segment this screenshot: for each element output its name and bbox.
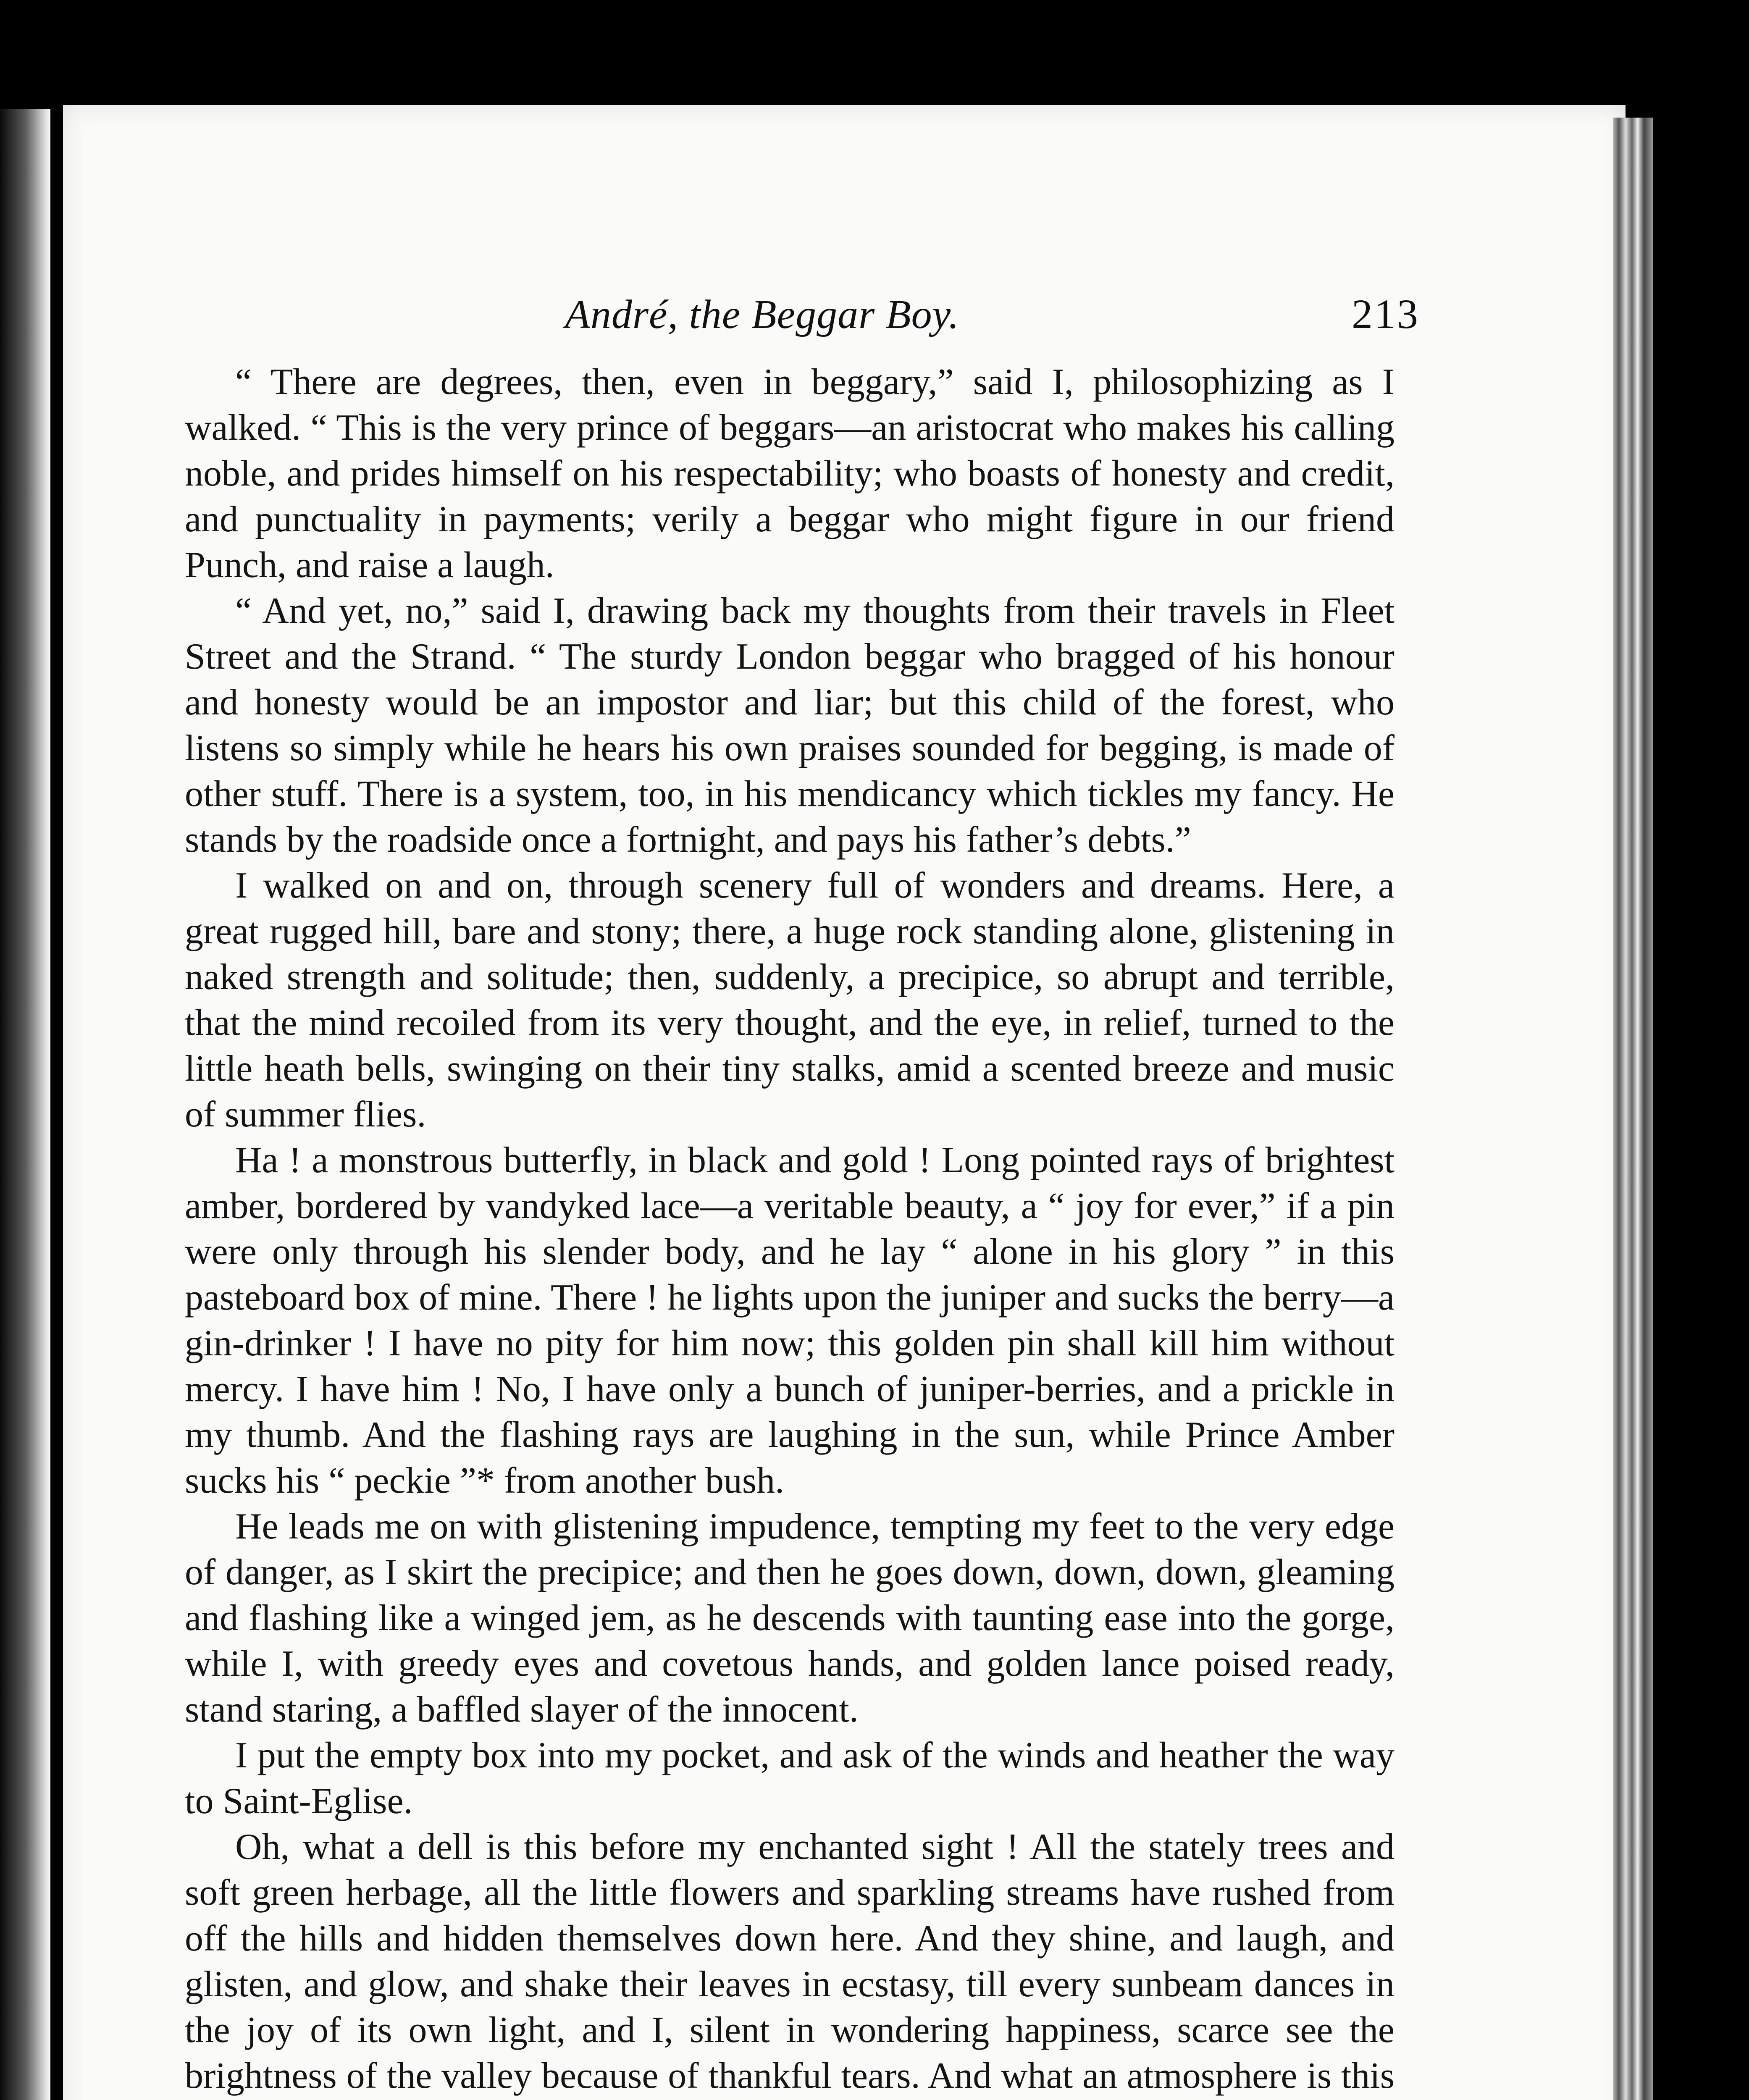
paragraph-3: I walked on and on, through scenery full of wonders and dreams. Here, a great rugged hill, bare and stony; there, a huge rock standing alone, glistening in naked strength and solitude; then, suddenly, a precipice, so abrupt and terrible, that the mind recoiled from its very thought, and the eye, in relief, turned to the little heath bells, swinging on their tiny stalks, amid a scented breeze and music of summer flies.: [185, 865, 1394, 1135]
page-number: 213: [1352, 291, 1420, 337]
paragraph-6: I put the empty box into my pocket, and ask of the winds and heather the way to Saint-Eglise.: [185, 1735, 1394, 1822]
paragraph-7: Oh, what a dell is this before my enchanted sight ! All the stately trees and soft green herbage, all the little flowers and sparkling streams have rushed from off the hills and hidden themselves down here. And they shine, and laugh, and glisten, and glow, and shake their leaves in ecstasy, till every sunbeam dances in the joy of its own light, and I, silent in wondering happiness, scarce see the brightness of the valley because of thankful tears. And what an atmosphere is this: [185, 1827, 1394, 2096]
running-title: André, the Beggar Boy.: [565, 292, 960, 337]
paragraph-4: Ha ! a monstrous butterfly, in black and gold ! Long pointed rays of brightest amber, bordered by vandyked lace—a veritable beauty, a “ joy for ever,” if a pin were only through his slender body, and he lay “ alone in his glory ” in this pasteboard box of mine. There ! he lights upon the juniper and sucks the berry—a gin-drinker ! I have no pity for him now; this golden pin shall kill him without mercy. I have him ! No, I have only a bunch of juniper-berries, and a prickle in my thumb. And the flashing rays are laughing in the sun, while Prince Amber sucks his “ peckie ”* from another bush.: [185, 1140, 1394, 1501]
paragraph-5: He leads me on with glistening impudence, tempting my feet to the very edge of danger, as I skirt the precipice; and then he goes down, down, down, gleaming and flashing like a winged jem, as he descends with taunting ease into the gorge, while I, with greedy eyes and covetous hands, and golden lance poised ready, stand staring, a baffled slayer of the innocent.: [185, 1506, 1394, 1730]
page-header: [565, 275, 1420, 338]
paragraph-1: “ There are degrees, then, even in beggary,” said I, philosophizing as I walked. “ This is the very prince of beggars—an aristocrat who makes his calling noble, and prides himself on his respectability; who boasts of honesty and credit, and punctuality in payments; verily a beggar who might figure in our friend Punch, and raise a laugh.: [185, 362, 1394, 585]
page-edges-right: [1613, 118, 1653, 2100]
book-spine-left: [0, 109, 50, 2100]
paragraph-2: “ And yet, no,” said I, drawing back my thoughts from their travels in Fleet Street and the Strand. “ The sturdy London beggar who bragged of his honour and honesty would be an impostor and liar; but this child of the forest, who listens so simply while he hears his own praises sounded for begging, is made of other stuff. There is a system, too, in his mendicancy which tickles my fancy. He stands by the roadside once a fortnight, and pays his father’s debts.”: [185, 591, 1394, 860]
body-text: [185, 359, 1394, 2100]
